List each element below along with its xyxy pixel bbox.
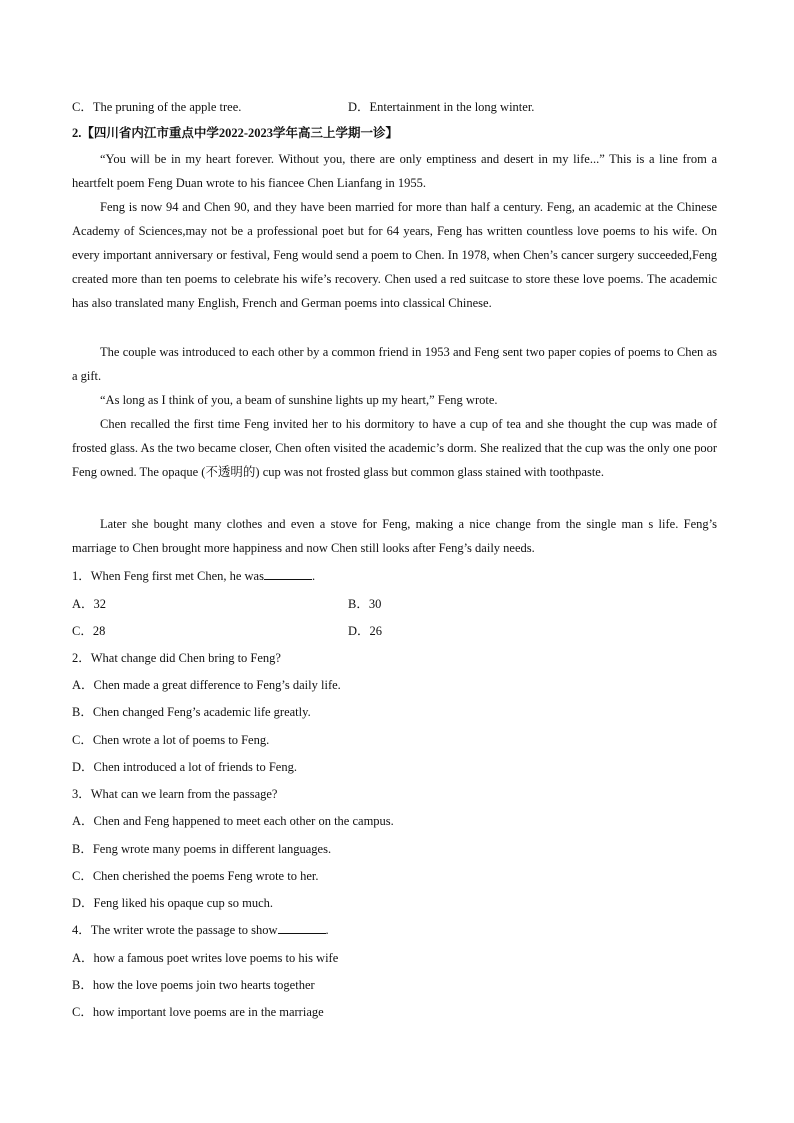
question-1-end: . (311, 569, 316, 583)
question-4-stem (72, 920, 329, 938)
prev-option-c: C．The pruning of the apple tree. (72, 100, 242, 114)
question-2-option-c[interactable]: C．Chen wrote a lot of poems to Feng. (72, 733, 270, 747)
question-3-option-c[interactable]: C．Chen cherished the poems Feng wrote to her. (72, 869, 319, 883)
passage-paragraph-5: Chen recalled the first time Feng invited her to his dormitory to have a cup of tea and she thought the cup was made of frosted glass. As the two became closer, Chen often visited the academic’s dorm. She realized that the cup was the only one poor Feng owned. The opaque (不透明的) cup was not frosted glass but common glass stained with toothpaste. (72, 417, 717, 479)
passage-paragraph-4: “As long as I think of you, a beam of sunshine lights up my heart,” Feng wrote. (100, 393, 498, 407)
question-4-blank (278, 921, 326, 934)
question-3-option-a[interactable]: A．Chen and Feng happened to meet each other on the campus. (72, 814, 394, 828)
question-1-option-b[interactable]: B．30 (348, 597, 382, 611)
question-4-end: . (325, 923, 329, 937)
question-3-option-b[interactable]: B．Feng wrote many poems in different languages. (72, 842, 332, 856)
passage-paragraph-6: Later she bought many clothes and even a stove for Feng, making a nice change from the single man s life. Feng’s marriage to Chen brought more happiness and now Chen still looks after Feng’s daily needs. (72, 517, 717, 555)
question-2-option-d[interactable]: D．Chen introduced a lot of friends to Feng. (72, 760, 297, 774)
question-1-option-d[interactable]: D．26 (348, 624, 383, 638)
prev-option-d: D．Entertainment in the long winter. (348, 100, 535, 114)
passage-paragraph-1: “You will be in my heart forever. Without you, there are only emptiness and desert in my life...” This is a line from a heartfelt poem Feng Duan wrote to his fiancee Chen Lianfang in 1955. (72, 152, 717, 190)
question-4-text: 4．The writer wrote the passage to show (72, 923, 278, 937)
passage-paragraph-3: The couple was introduced to each other by a common friend in 1953 and Feng sent two paper copies of poems to Chen as a gift. (72, 345, 717, 383)
question-1-blank (264, 567, 312, 580)
question-4-option-b[interactable]: B．how the love poems join two hearts together (72, 978, 315, 992)
question-2-stem: 2．What change did Chen bring to Feng? (72, 651, 281, 665)
question-1-stem (72, 566, 315, 584)
question-2-option-b[interactable]: B．Chen changed Feng’s academic life greatly. (72, 705, 311, 719)
question-1-text: 1．When Feng first met Chen, he was (72, 569, 264, 583)
question-3-stem: 3．What can we learn from the passage? (72, 787, 278, 801)
question-4-option-a[interactable]: A．how a famous poet writes love poems to his wife (72, 951, 339, 965)
question-1-option-a[interactable]: A．32 (72, 597, 107, 611)
question-2-option-a[interactable]: A．Chen made a great difference to Feng’s daily life. (72, 678, 341, 692)
question-4-option-c[interactable]: C．how important love poems are in the marriage (72, 1005, 324, 1019)
question-3-option-d[interactable]: D．Feng liked his opaque cup so much. (72, 896, 274, 910)
passage-paragraph-2: Feng is now 94 and Chen 90, and they have been married for more than half a century. Feng, an academic at the Chinese Academy of Sciences,may not be a professional poet but for 64 years, Feng has written countless love poems to his wife. On every important anniversary or festival, Feng would send a poem to Chen. In 1978, when Chen’s cancer surgery succeeded,Feng created more than ten poems to celebrate his wife’s recovery. Chen used a red suitcase to store these love poems. The academic has also translated many English, French and German poems into classical Chinese. (72, 200, 717, 310)
question-heading: 2.【四川省内江市重点中学2022-2023学年高三上学期一诊】 (72, 126, 399, 140)
question-1-option-c[interactable]: C．28 (72, 624, 106, 638)
